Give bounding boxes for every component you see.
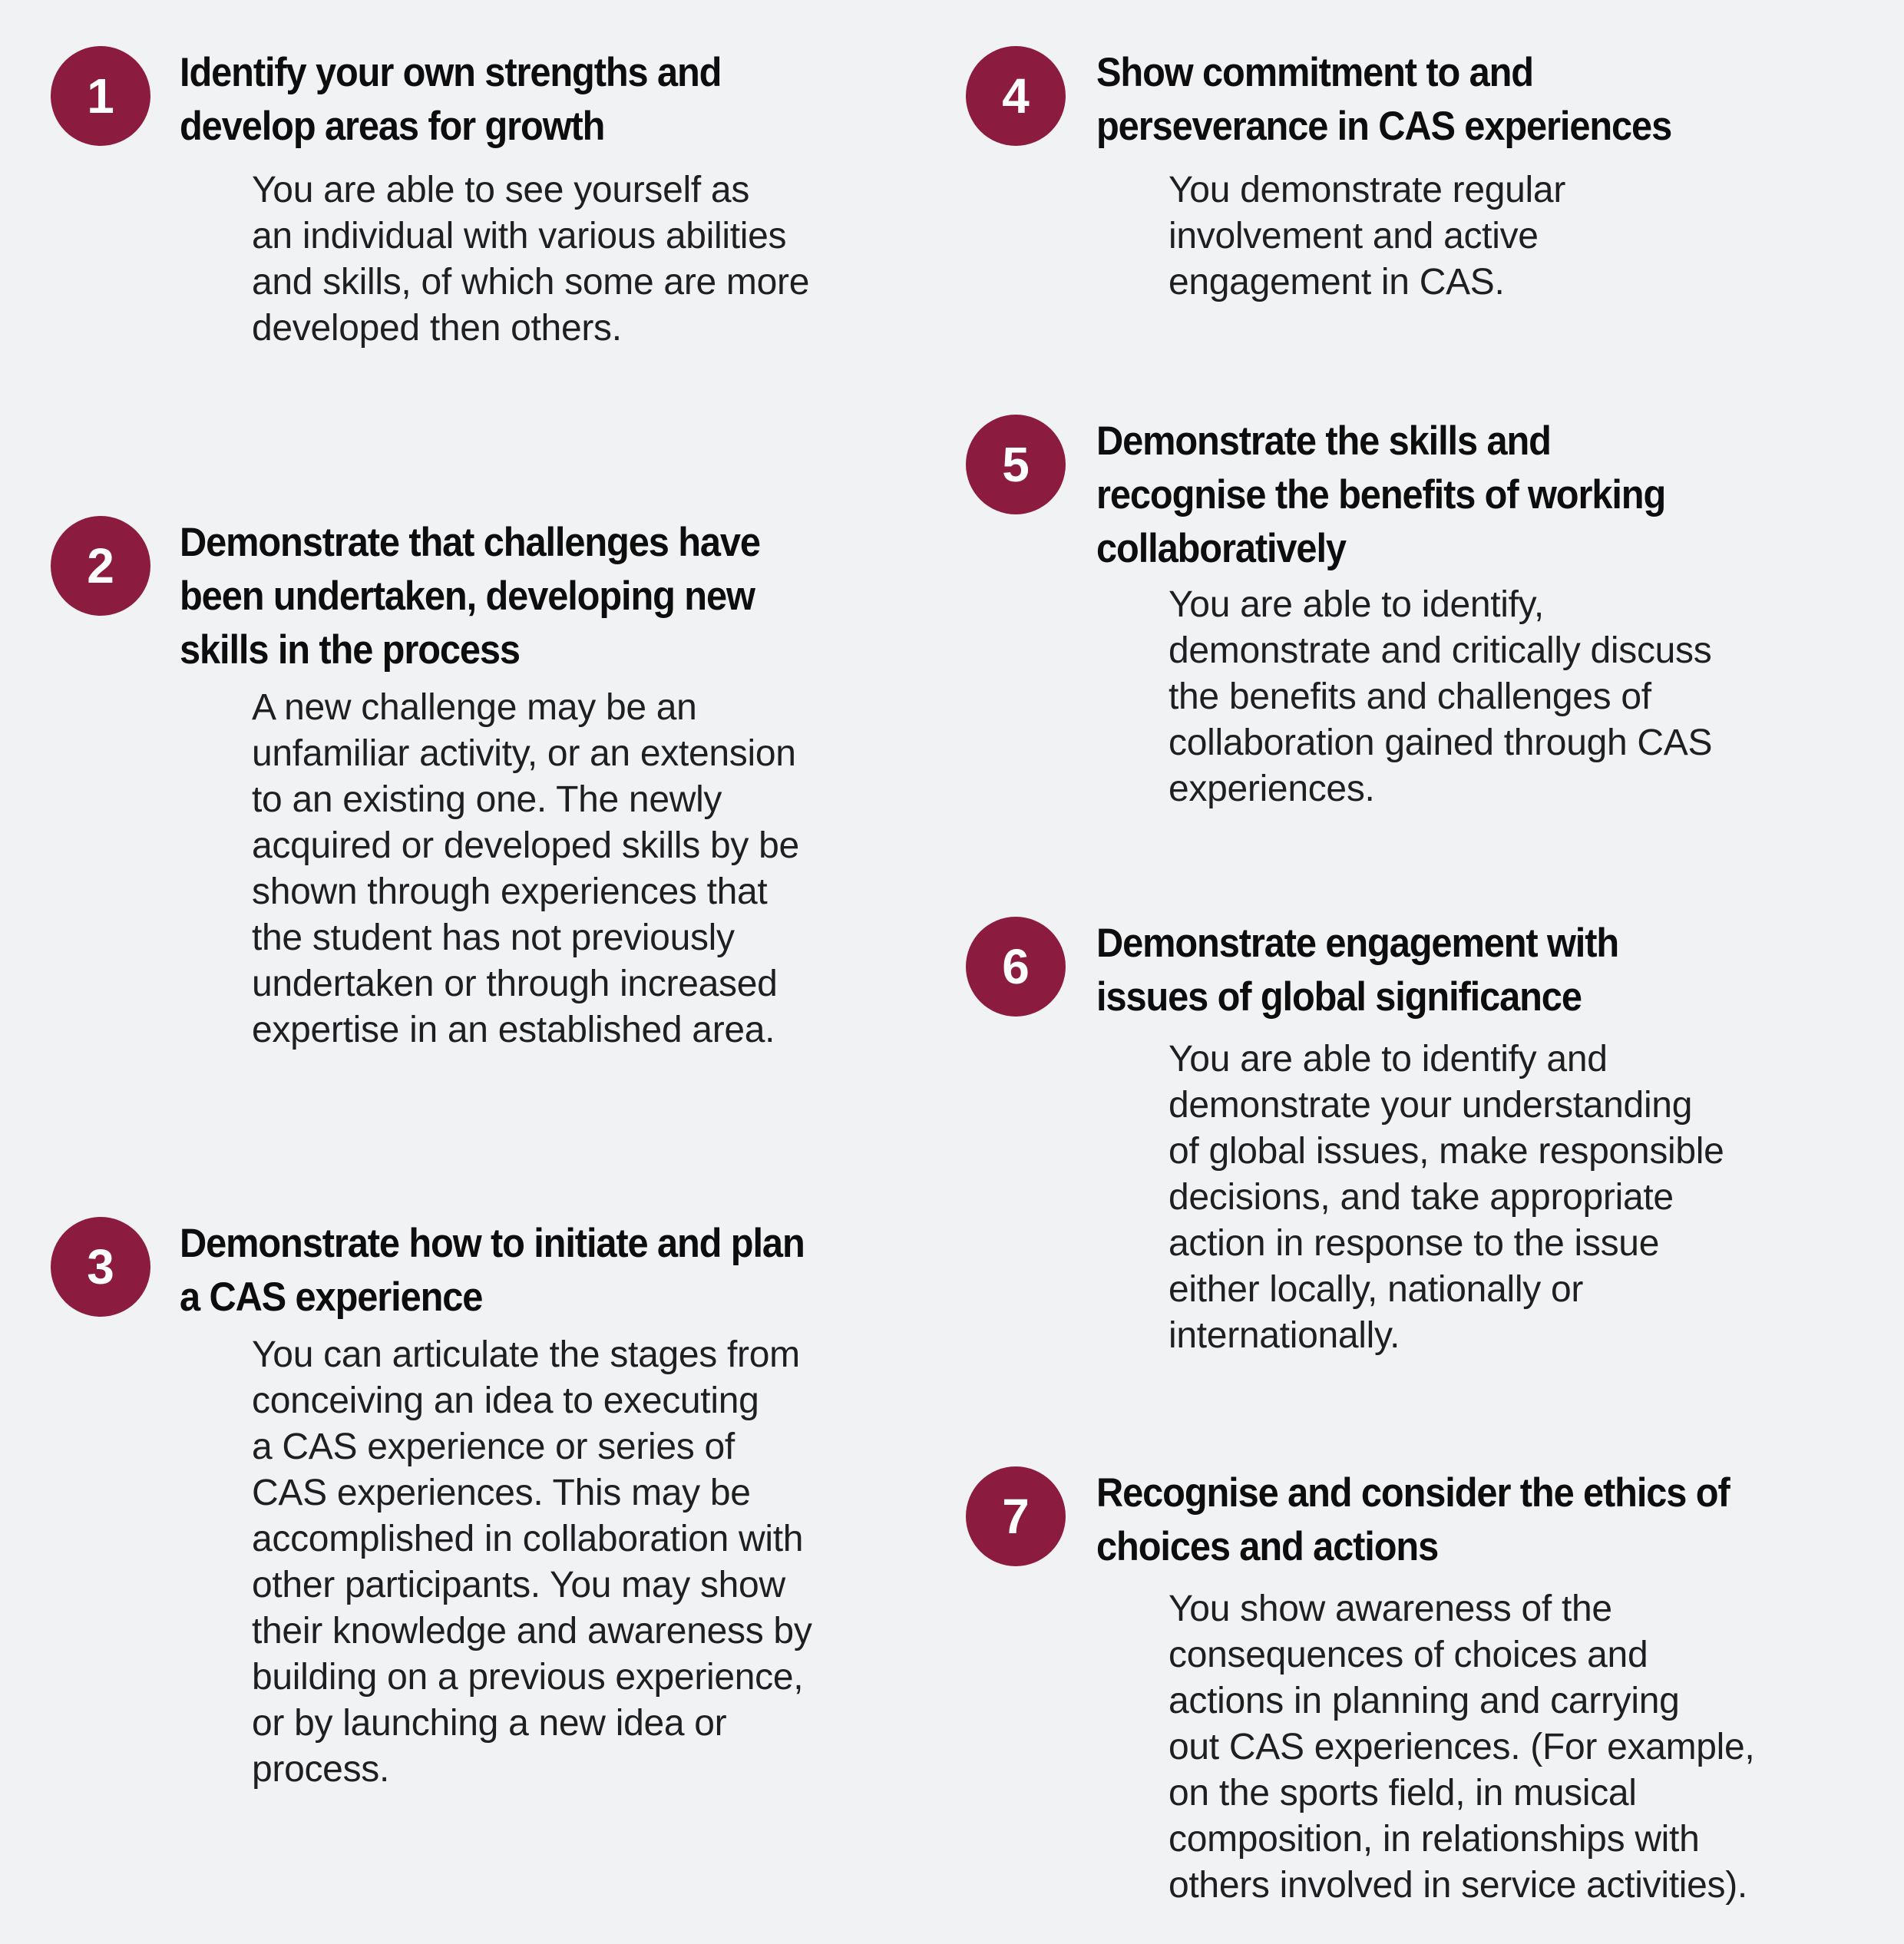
outcome-title: Identify your own strengths and develop areas for growth — [180, 50, 722, 149]
outcome-title: Recognise and consider the ethics of choices and actions — [1096, 1470, 1730, 1569]
outcome-description: A new challenge may be an unfamiliar activity, or an extension to an existing one. The newly acquired or developed skills by be shown through experiences that the student has not previously undertaken or through increased expertise in an established area. — [252, 687, 799, 1050]
outcome-title: Demonstrate that challenges have been undertaken, developing new skills in the process — [180, 520, 760, 673]
outcome-description: You are able to identify and demonstrate your understanding of global issues, make responsible decisions, and take appropriate action in response to the issue either locally, nationally or internationally. — [1169, 1039, 1724, 1356]
outcome-description: You show awareness of the consequences of choices and actions in planning and carrying out CAS experiences. (For example, on the sports field, in musical composition, in relationships with others involved in service activities). — [1169, 1589, 1755, 1906]
outcome-6 — [966, 917, 1872, 1377]
outcome-4 — [966, 46, 1872, 322]
number-badge: 4 — [966, 46, 1066, 146]
outcome-description: You can articulate the stages from conceiving an idea to executing a CAS experience or series of CAS experiences. This may be accomplished in collaboration with other participants. You may show their knowledge and awareness by building on a previous experience, or by launching a new idea or process. — [252, 1334, 812, 1790]
outcome-title: Show commitment to and perseverance in CAS experiences — [1096, 50, 1672, 149]
number-badge: 2 — [51, 516, 150, 616]
outcome-title: Demonstrate the skills and recognise the benefits of working collaboratively — [1096, 418, 1666, 571]
outcome-5 — [966, 415, 1872, 829]
outcome-description: You are able to identify, demonstrate and critically discuss the benefits and challenges of collaboration gained through CAS experiences. — [1169, 584, 1713, 809]
outcome-description: You are able to see yourself as an individual with various abilities and skills, of which some are more developed then others. — [252, 170, 810, 349]
number-badge: 6 — [966, 917, 1066, 1017]
outcome-title: Demonstrate how to initiate and plan a CAS experience — [180, 1221, 805, 1320]
outcome-2 — [51, 516, 880, 1053]
outcome-description: You demonstrate regular involvement and active engagement in CAS. — [1169, 170, 1565, 303]
outcome-title: Demonstrate engagement with issues of global significance — [1096, 921, 1619, 1020]
outcome-1 — [51, 46, 880, 369]
number-badge: 1 — [51, 46, 150, 146]
number-badge: 5 — [966, 415, 1066, 514]
number-badge: 7 — [966, 1466, 1066, 1566]
number-badge: 3 — [51, 1217, 150, 1317]
outcome-7 — [966, 1466, 1872, 1927]
outcome-3 — [51, 1217, 880, 1800]
